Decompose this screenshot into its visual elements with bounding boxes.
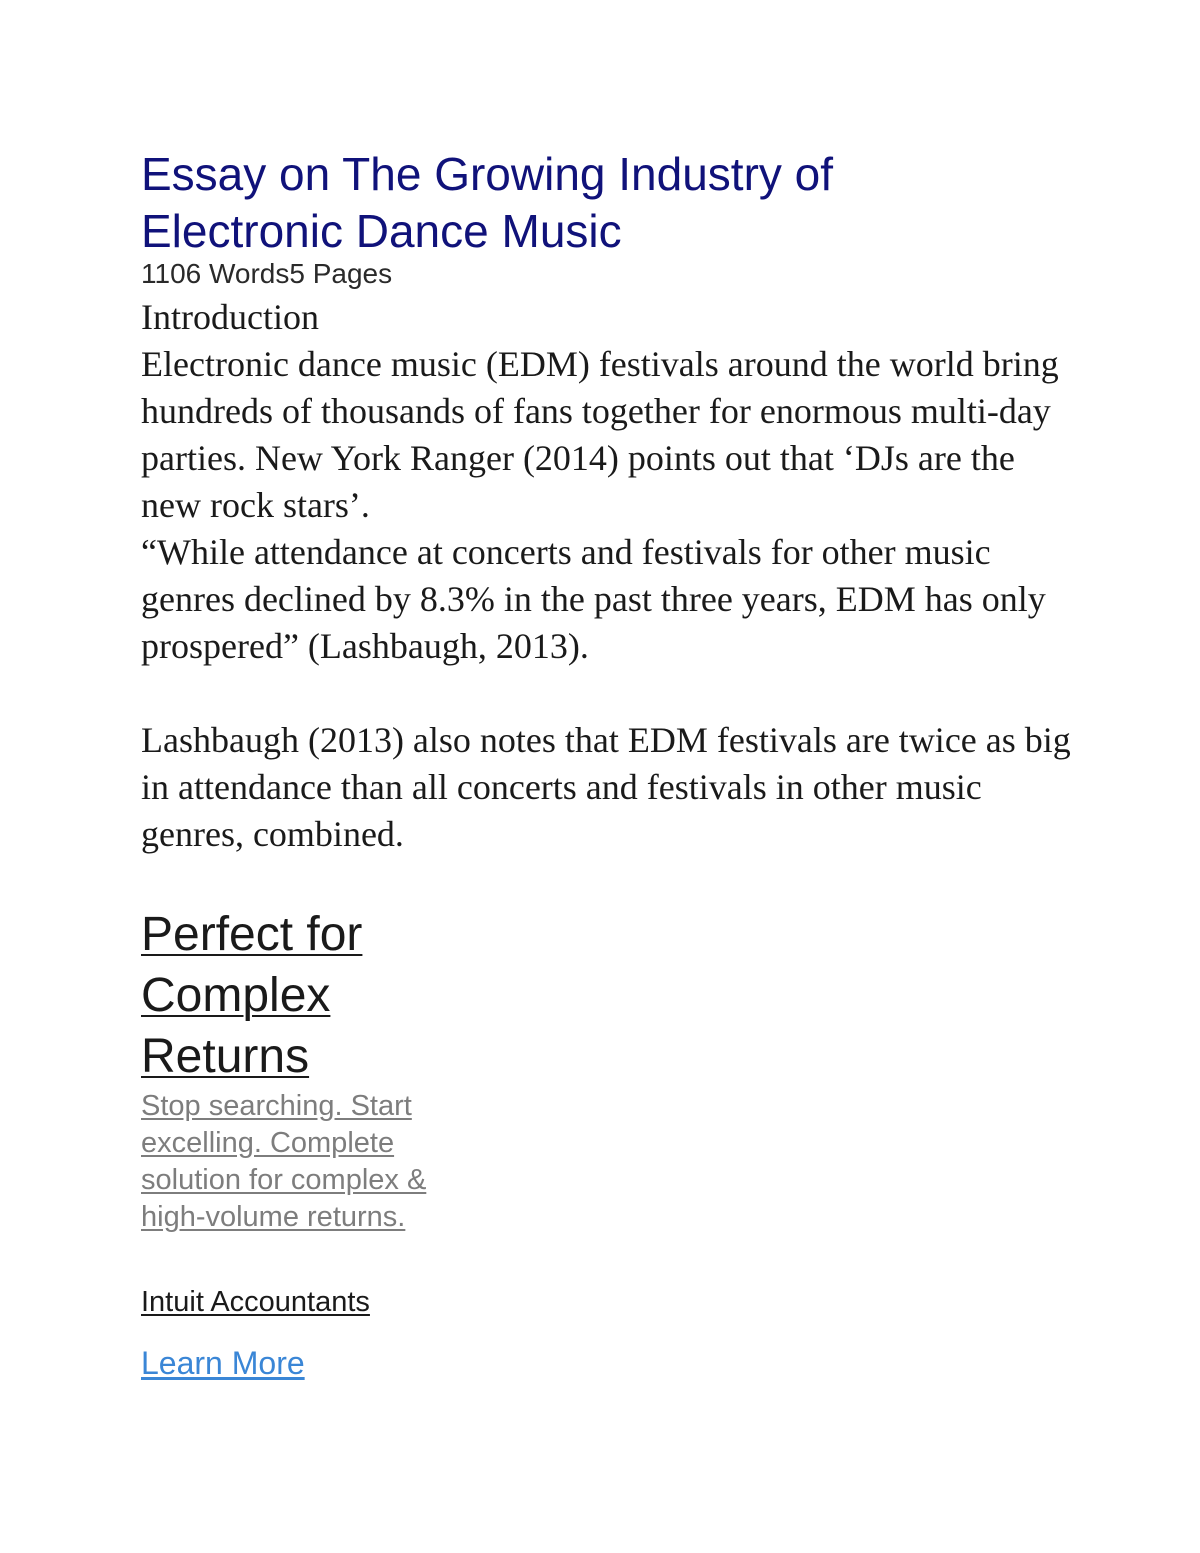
- learn-more-link[interactable]: Learn More: [141, 1345, 305, 1381]
- essay-title: Essay on The Growing Industry of Electronic Dance Music: [141, 148, 834, 257]
- essay-paragraph: Lashbaugh (2013) also notes that EDM festivals are twice as big in attendance than all concerts and festivals in other music genres, combined.: [141, 720, 1071, 854]
- essay-paragraph: Electronic dance music (EDM) festivals around the world bring hundreds of thousands of fans together for enormous multi-day parties. New York Ranger (2014) points out that ‘DJs are the new rock stars’.: [141, 344, 1059, 525]
- essay-paragraph: “While attendance at concerts and festivals for other music genres declined by 8.3% in the past three years, EDM has only prospered” (Lashbaugh, 2013).: [141, 532, 1046, 666]
- ad-heading-link[interactable]: Perfect for Complex Returns: [141, 908, 363, 1083]
- ad-description-link[interactable]: Stop searching. Start excelling. Complete solution for complex & high-volume returns.: [141, 1090, 427, 1233]
- essay-meta: 1106 Words5 Pages: [141, 258, 393, 289]
- ad-brand-link[interactable]: Intuit Accountants: [141, 1286, 370, 1318]
- section-heading-introduction: Introduction: [141, 297, 319, 337]
